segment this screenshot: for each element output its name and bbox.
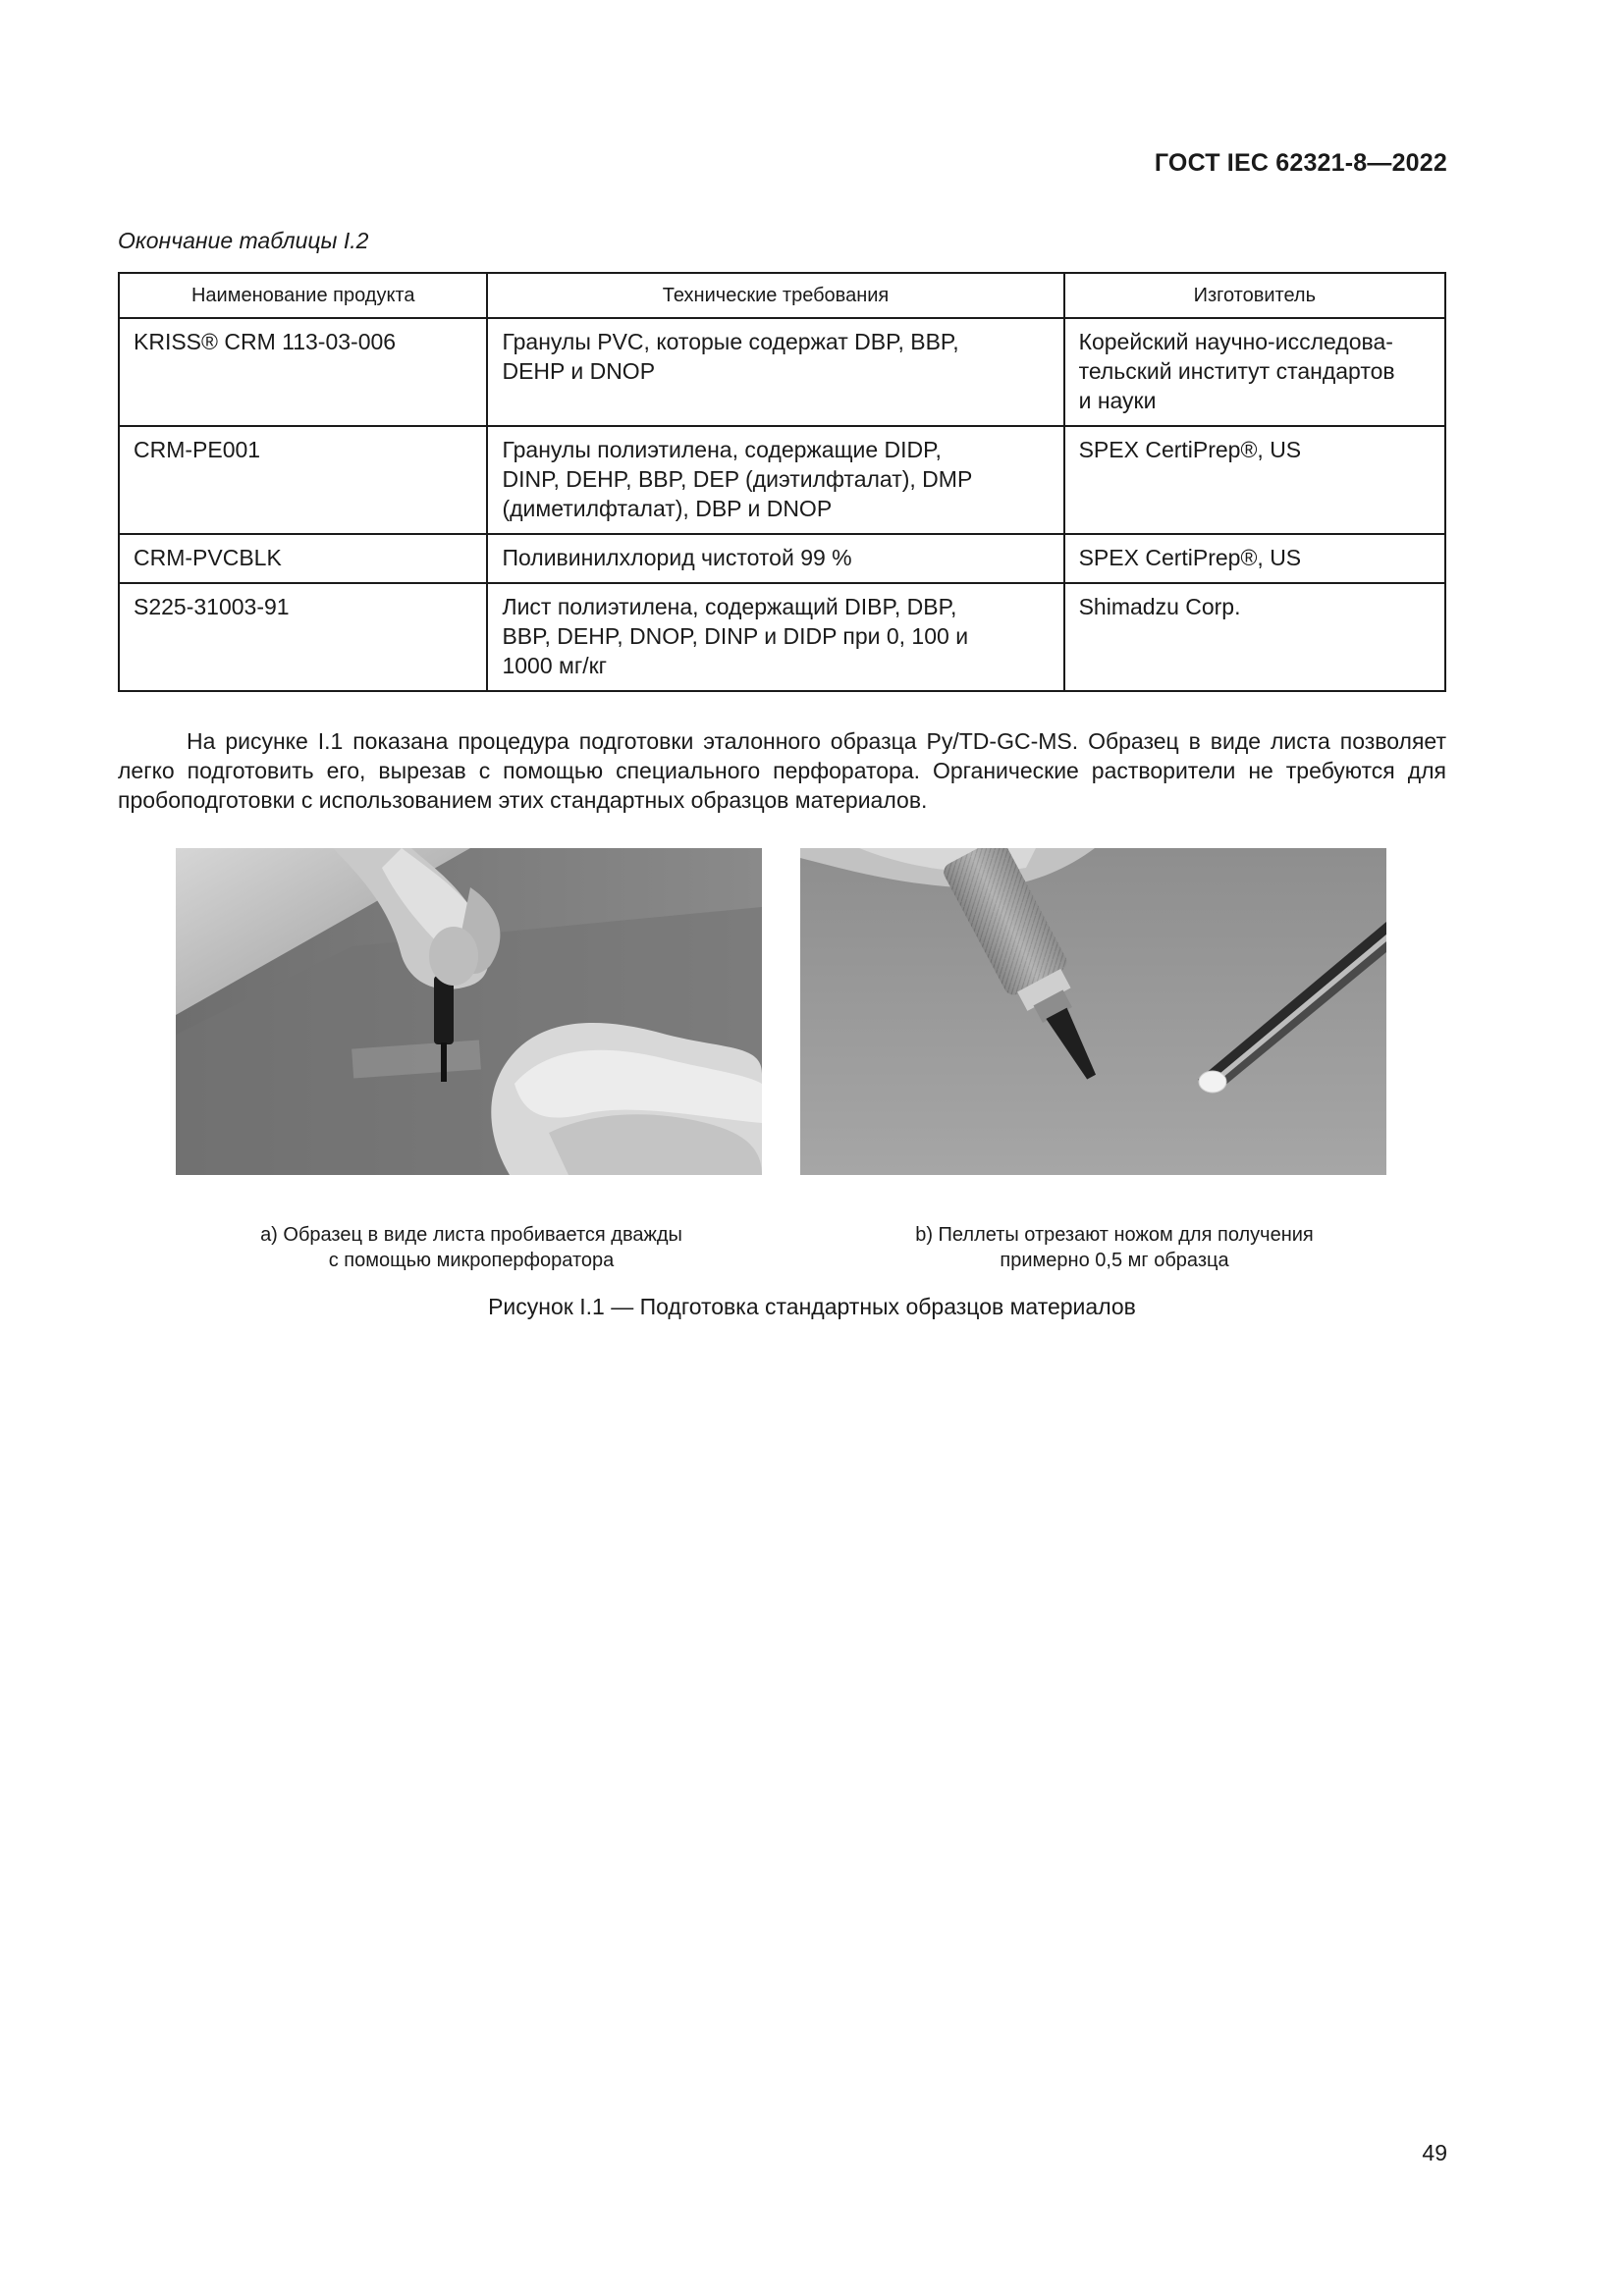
- product-cell: KRISS® CRM 113-03-006: [119, 318, 487, 426]
- product-cell: CRM-PE001: [119, 426, 487, 534]
- photo-sheet-punching: [176, 848, 762, 1175]
- spec-cell: [487, 583, 1063, 691]
- subcaption-a-line: с помощью микроперфоратора: [328, 1250, 615, 1271]
- spec-line: Лист полиэтилена, содержащий DIBP, DBP,: [502, 594, 957, 619]
- table-row: [119, 534, 1445, 583]
- column-header-maker: Изготовитель: [1064, 273, 1445, 318]
- document-header: ГОСТ IEC 62321-8—2022: [1154, 149, 1447, 177]
- table-header-row: [119, 273, 1445, 318]
- maker-cell: SPEX CertiPrep®, US: [1064, 534, 1445, 583]
- table-row: [119, 583, 1445, 691]
- maker-cell: [1064, 318, 1445, 426]
- column-header-spec: Технические требования: [487, 273, 1063, 318]
- spec-line: Гранулы полиэтилена, содержащие DIDP,: [502, 437, 942, 462]
- figure-caption: Рисунок I.1 — Подготовка стандартных образцов материалов: [488, 1294, 1136, 1319]
- maker-line: и науки: [1078, 388, 1157, 413]
- subcaption-b-line: примерно 0,5 мг образца: [1000, 1250, 1229, 1271]
- figure-subcaption-b: [820, 1222, 1409, 1273]
- spec-cell: [487, 426, 1063, 534]
- spec-cell: [487, 318, 1063, 426]
- maker-line: тельский институт стандартов: [1078, 358, 1395, 384]
- body-paragraph: На рисунке I.1 показана процедура подготовки эталонного образца Py/TD-GC-MS. Образец в виде листа позволяет легко подготовить его, вырезав с помощью специального перфоратора. Органические растворители не требуются для пробоподготовки с использованием этих стандартных образцов материалов.: [118, 728, 1446, 813]
- table-row: [119, 426, 1445, 534]
- photo-pellet-cutting: [800, 848, 1386, 1175]
- spec-line: (диметилфталат), DBP и DNOP: [502, 496, 833, 521]
- page-number: 49: [1422, 2140, 1447, 2165]
- spec-line: 1000 мг/кг: [502, 653, 608, 678]
- subcaption-b-line: b) Пеллеты отрезают ножом для получения: [915, 1224, 1314, 1246]
- product-cell: CRM-PVCBLK: [119, 534, 487, 583]
- spec-cell: Поливинилхлорид чистотой 99 %: [487, 534, 1063, 583]
- column-header-product: Наименование продукта: [119, 273, 487, 318]
- spec-line: BBP, DEHP, DNOP, DINP и DIDP при 0, 100 и: [502, 623, 969, 649]
- maker-cell: Shimadzu Corp.: [1064, 583, 1445, 691]
- subcaption-a-line: a) Образец в виде листа пробивается дважды: [260, 1224, 682, 1246]
- spec-line: DEHP и DNOP: [502, 358, 656, 384]
- maker-cell: SPEX CertiPrep®, US: [1064, 426, 1445, 534]
- maker-line: Корейский научно-исследова-: [1078, 329, 1393, 354]
- table-row: [119, 318, 1445, 426]
- product-cell: S225-31003-91: [119, 583, 487, 691]
- spec-line: DINP, DEHP, BBP, DEP (диэтилфталат), DMP: [502, 466, 973, 492]
- materials-table: [118, 272, 1446, 692]
- spec-line: Гранулы PVC, которые содержат DBP, BBP,: [502, 329, 959, 354]
- figure-subcaption-a: [177, 1222, 766, 1273]
- table-caption: Окончание таблицы I.2: [118, 228, 369, 253]
